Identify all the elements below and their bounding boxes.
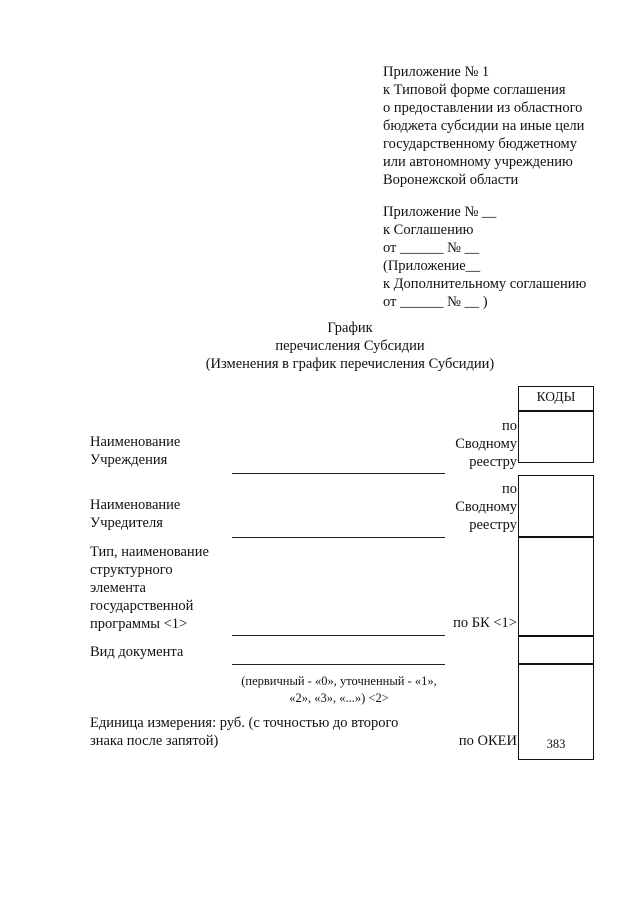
appendix-main-line: или автономному учреждению bbox=[383, 154, 573, 170]
unit-label bbox=[90, 714, 398, 750]
label-line: Тип, наименование bbox=[90, 544, 209, 560]
title-line: перечисления Субсидии bbox=[275, 338, 425, 354]
label-line: реестру bbox=[469, 454, 517, 470]
document-title bbox=[100, 319, 600, 373]
appendix-main-line: бюджета субсидии на иные цели bbox=[383, 118, 585, 134]
program-fill-line bbox=[232, 635, 445, 636]
title-line: (Изменения в график перечисления Субсидии) bbox=[205, 356, 495, 372]
program-label bbox=[90, 543, 209, 633]
appendix-agreement-line: к Соглашению bbox=[383, 222, 474, 238]
hint-line: (первичный - «0», уточненный - «1», bbox=[241, 674, 437, 688]
founder-fill-line bbox=[232, 537, 445, 538]
label-line: по bbox=[501, 481, 517, 497]
founder-code-label bbox=[420, 480, 517, 534]
label-line: Наименование bbox=[90, 434, 181, 450]
label-line: Наименование bbox=[90, 497, 181, 513]
appendix-agreement-line: от ______ № __ bbox=[383, 240, 480, 256]
label-line: Учреждения bbox=[90, 452, 168, 468]
appendix-main-line: о предоставлении из областного bbox=[383, 100, 583, 116]
appendix-main-line: государственному бюджетному bbox=[383, 136, 577, 152]
appendix-main-line: Воронежской области bbox=[383, 172, 519, 188]
doc-type-hint bbox=[220, 673, 458, 707]
label-line: элемента bbox=[90, 580, 146, 596]
title-line: График bbox=[327, 320, 373, 336]
code-cell-founder bbox=[518, 475, 594, 537]
unit-code-label: по ОКЕИ bbox=[458, 733, 517, 749]
code-cell-doc-type bbox=[518, 636, 594, 664]
appendix-main-block bbox=[383, 63, 584, 189]
appendix-agreement-line: от ______ № __ ) bbox=[383, 294, 488, 310]
code-cell-institution bbox=[518, 411, 594, 463]
codes-header: КОДЫ bbox=[536, 389, 576, 404]
label-line: государственной bbox=[90, 598, 194, 614]
okei-code-value: 383 bbox=[546, 737, 566, 751]
appendix-main-line: Приложение № 1 bbox=[383, 64, 490, 80]
doc-type-fill-line bbox=[232, 664, 445, 665]
label-line: структурного bbox=[90, 562, 173, 578]
appendix-agreement-line: к Дополнительному соглашению bbox=[383, 276, 587, 292]
label-line: знака после запятой) bbox=[90, 733, 219, 749]
label-line: реестру bbox=[469, 517, 517, 533]
label-line: программы <1> bbox=[90, 616, 188, 632]
program-code-label: по БК <1> bbox=[453, 615, 517, 631]
label-line: Сводному bbox=[455, 436, 517, 452]
label-line: Сводному bbox=[455, 499, 517, 515]
institution-fill-line bbox=[232, 473, 445, 474]
label-line: Единица измерения: руб. (с точностью до второго bbox=[90, 715, 399, 731]
appendix-agreement-line: (Приложение__ bbox=[383, 258, 481, 274]
founder-label bbox=[90, 496, 180, 532]
label-line: Учредителя bbox=[90, 515, 163, 531]
institution-label bbox=[90, 433, 180, 469]
hint-line: «2», «3», «...») <2> bbox=[289, 691, 389, 705]
doc-type-label: Вид документа bbox=[90, 644, 184, 660]
label-line: по bbox=[501, 418, 517, 434]
appendix-main-line: к Типовой форме соглашения bbox=[383, 82, 566, 98]
code-cell-program bbox=[518, 537, 594, 636]
appendix-agreement-line: Приложение № __ bbox=[383, 204, 497, 220]
institution-code-label bbox=[420, 417, 517, 471]
appendix-agreement-block bbox=[383, 203, 586, 311]
